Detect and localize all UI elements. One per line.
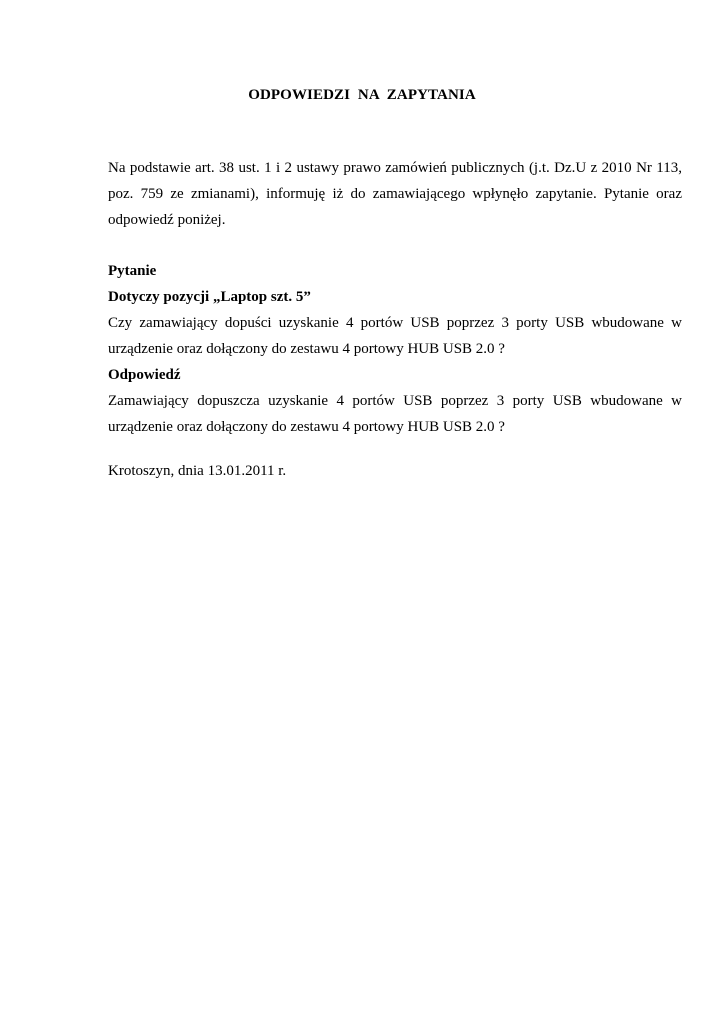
question-line: Czy zamawiający dopuści uzyskanie 4 portów USB poprzez 3 porty USB wbudowane w xyxy=(108,315,682,331)
answer-line: urządzenie oraz dołączony do zestawu 4 portowy HUB USB 2.0 ? xyxy=(108,419,505,435)
place-date-text: Krotoszyn, dnia 13.01.2011 r. xyxy=(108,463,287,479)
place-date xyxy=(108,458,682,484)
intro-line: Na podstawie art. 38 ust. 1 i 2 ustawy prawo zamówień publicznych (j.t. Dz.U z 2010 Nr 113, xyxy=(108,160,682,176)
answer-heading: Odpowiedź xyxy=(108,367,181,383)
question-line: urządzenie oraz dołączony do zestawu 4 portowy HUB USB 2.0 ? xyxy=(108,341,505,357)
question-heading: Pytanie xyxy=(108,263,157,279)
question-subject: Dotyczy pozycji „Laptop szt. 5” xyxy=(108,289,311,305)
intro-line: odpowiedź poniżej. xyxy=(108,212,226,228)
question-answer-section xyxy=(108,258,682,440)
answer-line: Zamawiający dopuszcza uzyskanie 4 portów USB poprzez 3 porty USB wbudowane w xyxy=(108,393,682,409)
intro-paragraph xyxy=(108,155,682,233)
intro-line: poz. 759 ze zmianami), informuję iż do zamawiającego wpłynęło zapytanie. Pytanie oraz xyxy=(108,186,682,202)
document-title: ODPOWIEDZI NA ZAPYTANIA xyxy=(248,87,476,103)
